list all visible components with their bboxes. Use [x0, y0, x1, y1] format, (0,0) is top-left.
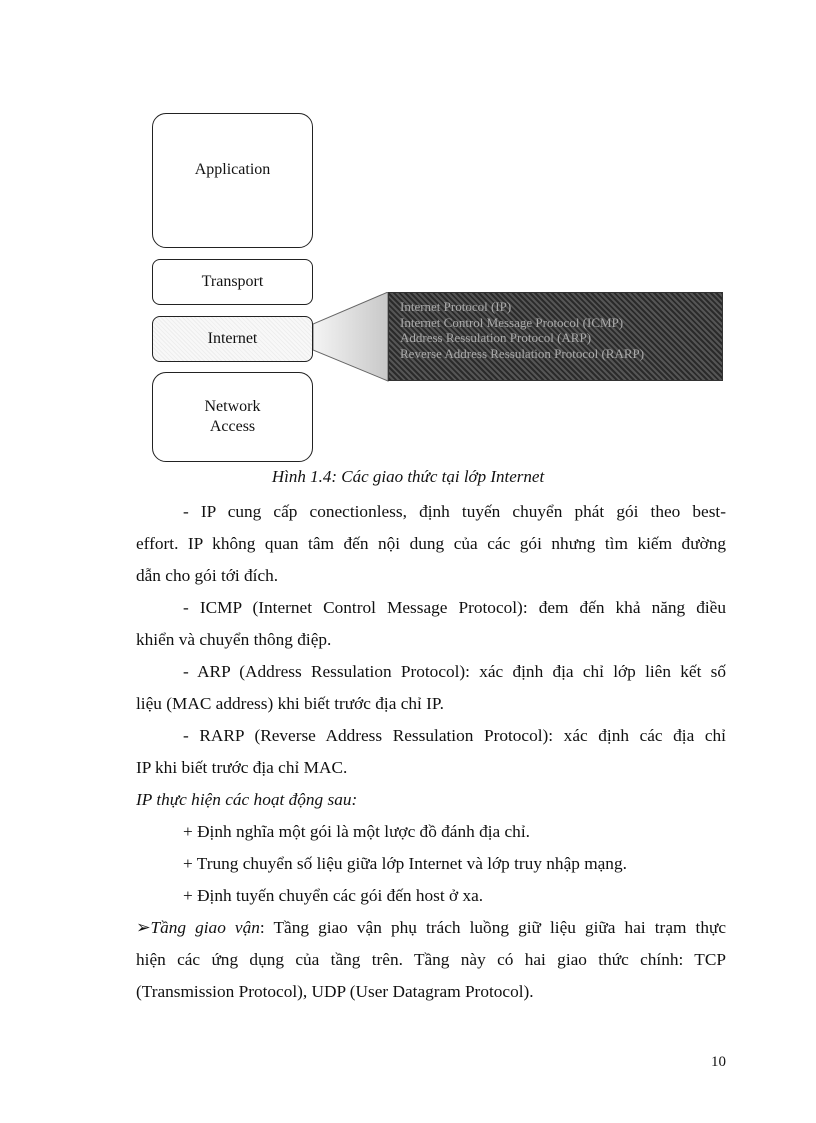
- transport-layer-box: [152, 259, 313, 305]
- protocol-item-ip: Internet Protocol (IP): [400, 299, 512, 314]
- internet-layer-label: Internet: [207, 330, 258, 347]
- protocol-item-arp: Address Ressulation Protocol (ARP): [400, 330, 592, 345]
- ip-operations-heading: IP thực hiện các hoạt động sau:: [136, 790, 358, 809]
- arp-paragraph-line2: liệu (MAC address) khi biết trước địa chỉ IP.: [136, 694, 444, 713]
- transport-line1-text: : Tầng giao vận phụ trách luồng giữ liệu giữa hai trạm thực: [259, 918, 726, 937]
- figure-caption: Hình 1.4: Các giao thức tại lớp Internet: [271, 467, 545, 486]
- arrow-bullet-icon: ➢: [136, 918, 151, 937]
- ip-paragraph-line1: - IP cung cấp conectionless, định tuyến chuyển phát gói theo best-: [183, 502, 726, 521]
- page-number: 10: [711, 1054, 726, 1070]
- internet-layer-box: [152, 316, 313, 362]
- protocol-item-rarp: Reverse Address Ressulation Protocol (RARP): [400, 345, 645, 361]
- ip-operation-item: + Định tuyến chuyển các gói đến host ở xa.: [183, 886, 484, 905]
- protocol-item-icmp: Internet Control Message Protocol (ICMP): [400, 314, 624, 330]
- arp-paragraph-line1: - ARP (Address Ressulation Protocol): xác định địa chỉ lớp liên kết số: [183, 662, 726, 681]
- application-layer-box: [152, 113, 313, 248]
- transport-paragraph-line2: hiện các ứng dụng của tầng trên. Tầng này có hai giao thức chính: TCP: [136, 950, 726, 969]
- icmp-paragraph-line2: khiển và chuyển thông điệp.: [136, 630, 332, 649]
- internet-protocols-box: [388, 292, 723, 381]
- rarp-paragraph-line1: - RARP (Reverse Address Ressulation Protocol): xác định các địa chỉ: [183, 726, 726, 745]
- application-layer-label: Application: [194, 161, 271, 178]
- network-access-label-line2: Access: [209, 418, 256, 435]
- rarp-paragraph-line2: IP khi biết trước địa chỉ MAC.: [136, 758, 348, 777]
- ip-operation-item: + Định nghĩa một gói là một lược đồ đánh địa chỉ.: [183, 822, 530, 841]
- ip-paragraph-line2: effort. IP không quan tâm đến nội dung của các gói nhưng tìm kiếm đường: [136, 534, 726, 553]
- transport-layer-label: Transport: [201, 273, 264, 290]
- ip-operation-item: + Trung chuyển số liệu giữa lớp Internet và lớp truy nhập mạng.: [183, 854, 627, 873]
- transport-paragraph-line1: [136, 912, 726, 944]
- ip-paragraph-line3: dẫn cho gói tới đích.: [136, 566, 279, 585]
- icmp-paragraph-line1: - ICMP (Internet Control Message Protocol): đem đến khả năng điều: [183, 598, 726, 617]
- transport-term: Tầng giao vận: [150, 918, 260, 937]
- internet-protocols-connector: [313, 292, 389, 382]
- transport-paragraph-line3: (Transmission Protocol), UDP (User Datagram Protocol).: [136, 982, 534, 1001]
- network-access-layer-box: [152, 372, 313, 462]
- network-access-label-line1: Network: [204, 398, 261, 415]
